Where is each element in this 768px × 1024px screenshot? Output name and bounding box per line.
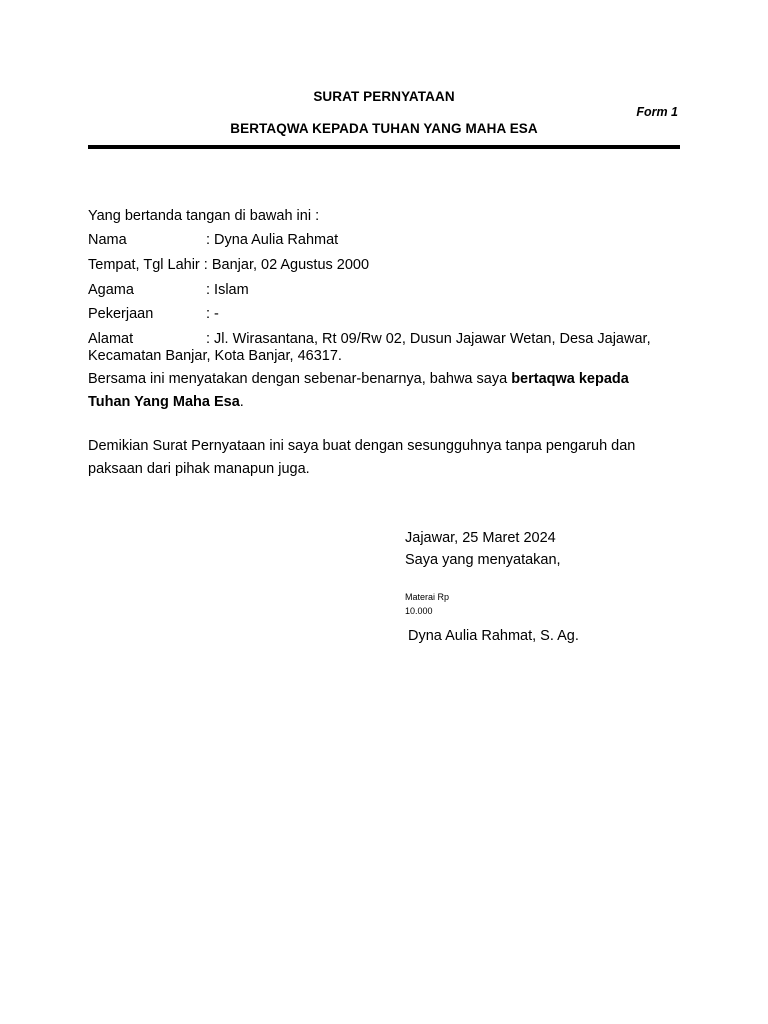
field-pekerjaan-label: Pekerjaan xyxy=(88,306,154,322)
field-alamat-line2: Kecamatan Banjar, Kota Banjar, 46317. xyxy=(88,348,342,364)
closing-line2: paksaan dari pihak manapun juga. xyxy=(88,461,310,477)
form-label: Form 1 xyxy=(636,105,678,119)
field-alamat-value-line1: : Jl. Wirasantana, Rt 09/Rw 02, Dusun Jajawar Wetan, Desa Jajawar, xyxy=(206,331,651,347)
field-agama xyxy=(88,281,688,299)
statement-suffix: . xyxy=(239,394,244,410)
field-ttl-label: Tempat, Tgl Lahir xyxy=(88,257,200,273)
document-subtitle: BERTAQWA KEPADA TUHAN YANG MAHA ESA xyxy=(230,121,538,136)
field-ttl xyxy=(88,256,688,274)
statement-prefix: Bersama ini menyatakan dengan sebenar-benarnya, bahwa saya xyxy=(88,371,512,387)
signature-declarant: Saya yang menyatakan, xyxy=(405,552,561,568)
statement-bold-2: Tuhan Yang Maha Esa xyxy=(88,394,240,410)
signature-place-date: Jajawar, 25 Maret 2024 xyxy=(405,530,556,546)
signature-name: Dyna Aulia Rahmat, S. Ag. xyxy=(408,628,579,644)
intro-text: Yang bertanda tangan di bawah ini : xyxy=(88,208,320,224)
field-alamat xyxy=(88,330,688,348)
field-pekerjaan xyxy=(88,305,688,323)
field-pekerjaan-value: : - xyxy=(206,306,219,322)
closing-line1: Demikian Surat Pernyataan ini saya buat dengan sesungguhnya tanpa pengaruh dan xyxy=(88,438,636,454)
field-alamat-label: Alamat xyxy=(88,331,134,347)
document-title: SURAT PERNYATAAN xyxy=(313,89,455,104)
field-ttl-value: : Banjar, 02 Agustus 2000 xyxy=(203,257,370,273)
statement-line1 xyxy=(88,370,688,388)
statement-bold-1: bertaqwa kepada xyxy=(511,371,629,387)
field-agama-label: Agama xyxy=(88,282,134,298)
stamp-label: Materai Rp xyxy=(405,592,450,602)
field-nama-label: Nama xyxy=(88,232,127,248)
stamp-amount: 10.000 xyxy=(405,606,433,616)
field-nama-value: : Dyna Aulia Rahmat xyxy=(206,232,339,248)
field-agama-value: : Islam xyxy=(206,282,249,298)
statement-line2 xyxy=(88,393,688,411)
field-nama xyxy=(88,231,688,249)
header-divider xyxy=(88,145,680,149)
